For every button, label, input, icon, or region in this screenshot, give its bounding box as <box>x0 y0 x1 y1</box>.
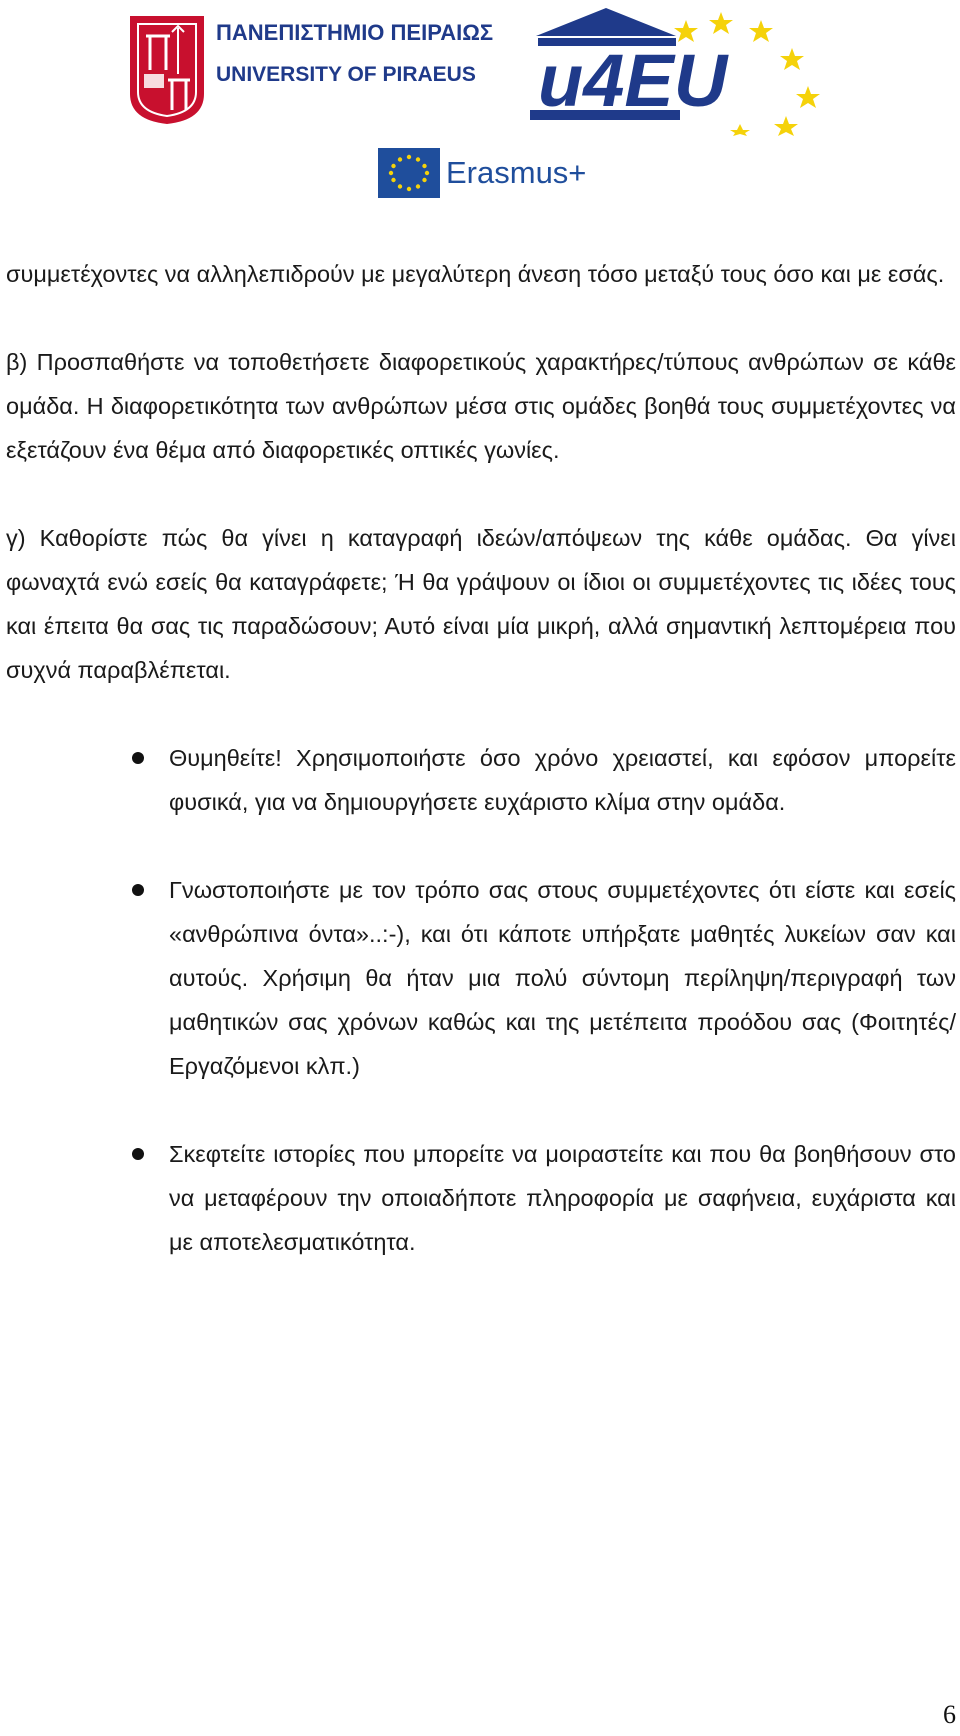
document-header <box>0 0 960 210</box>
list-item <box>6 1132 956 1264</box>
u4eu-project-logo <box>516 6 836 136</box>
eu-flag-icon <box>378 148 440 198</box>
university-name <box>216 22 493 85</box>
paragraph-continuation: συμμετέχοντες να αλληλεπιδρούν με μεγαλύτερη άνεση τόσο μεταξύ τους όσο και με εσάς. <box>6 261 945 287</box>
erasmus-plus-label: Erasmus+ <box>446 155 587 190</box>
document-body <box>6 252 956 1264</box>
bullet-icon <box>132 1148 144 1160</box>
university-of-piraeus-seal <box>128 14 206 126</box>
list-item <box>6 868 956 1088</box>
erasmus-plus-logo <box>378 148 588 200</box>
tips-list <box>6 736 956 1264</box>
university-name-english: UNIVERSITY OF PIRAEUS <box>216 63 476 86</box>
paragraph-b: β) Προσπαθήστε να τοποθετήσετε διαφορετικούς χαρακτήρες/τύπους ανθρώπων σε κάθε ομάδα. Η διαφορετικότητα των ανθρώπων μέσα στις ομάδες βοηθά τους συμμετέχοντες να εξετάζουν ένα θέμα από διαφορετικές οπτικές γωνίες. <box>6 349 956 463</box>
bullet-icon <box>132 752 144 764</box>
bullet-icon <box>132 884 144 896</box>
paragraph-c: γ) Καθορίστε πώς θα γίνει η καταγραφή ιδεών/απόψεων της κάθε ομάδας. Θα γίνει φωναχτά ενώ εσείς θα καταγράφετε; Ή θα γράψουν οι ίδιοι οι συμμετέχοντες τις ιδέες τους και έπειτα θα σας τις παραδώσουν; Αυτό είναι μία μικρή, αλλά σημαντική λεπτομέρεια που συχνά παραβλέπεται. <box>6 525 956 683</box>
page-number: 6 <box>943 1700 956 1729</box>
list-item-text: Θυμηθείτε! Χρησιμοποιήστε όσο χρόνο χρειαστεί, και εφόσον μπορείτε φυσικά, για να δημιουργήσετε ευχάριστο κλίμα στην ομάδα. <box>169 745 956 815</box>
list-item-text: Γνωστοποιήστε με τον τρόπο σας στους συμμετέχοντες ότι είστε και εσείς «ανθρώπινα όντα»..:-), και ότι κάποτε υπήρξατε μαθητές λυκείων σαν και αυτούς. Χρήσιμη θα ήταν μια πολύ σύντομη περίληψη/περιγραφή των μαθητικών σας χρόνων καθώς και της μετέπειτα προόδου σας (Φοιτητές/Εργαζόμενοι κλπ.) <box>169 877 956 1079</box>
u4eu-logo-text: u4EU <box>538 39 728 122</box>
university-name-greek: ΠΑΝΕΠΙΣΤΗΜΙΟ ΠΕΙΡΑΙΩΣ <box>216 20 494 45</box>
list-item-text: Σκεφτείτε ιστορίες που μπορείτε να μοιραστείτε και που θα βοηθήσουν στο να μεταφέρουν την οποιαδήποτε πληροφορία με σαφήνεια, ευχάριστα και με αποτελεσματικότητα. <box>169 1141 956 1255</box>
list-item <box>6 736 956 824</box>
